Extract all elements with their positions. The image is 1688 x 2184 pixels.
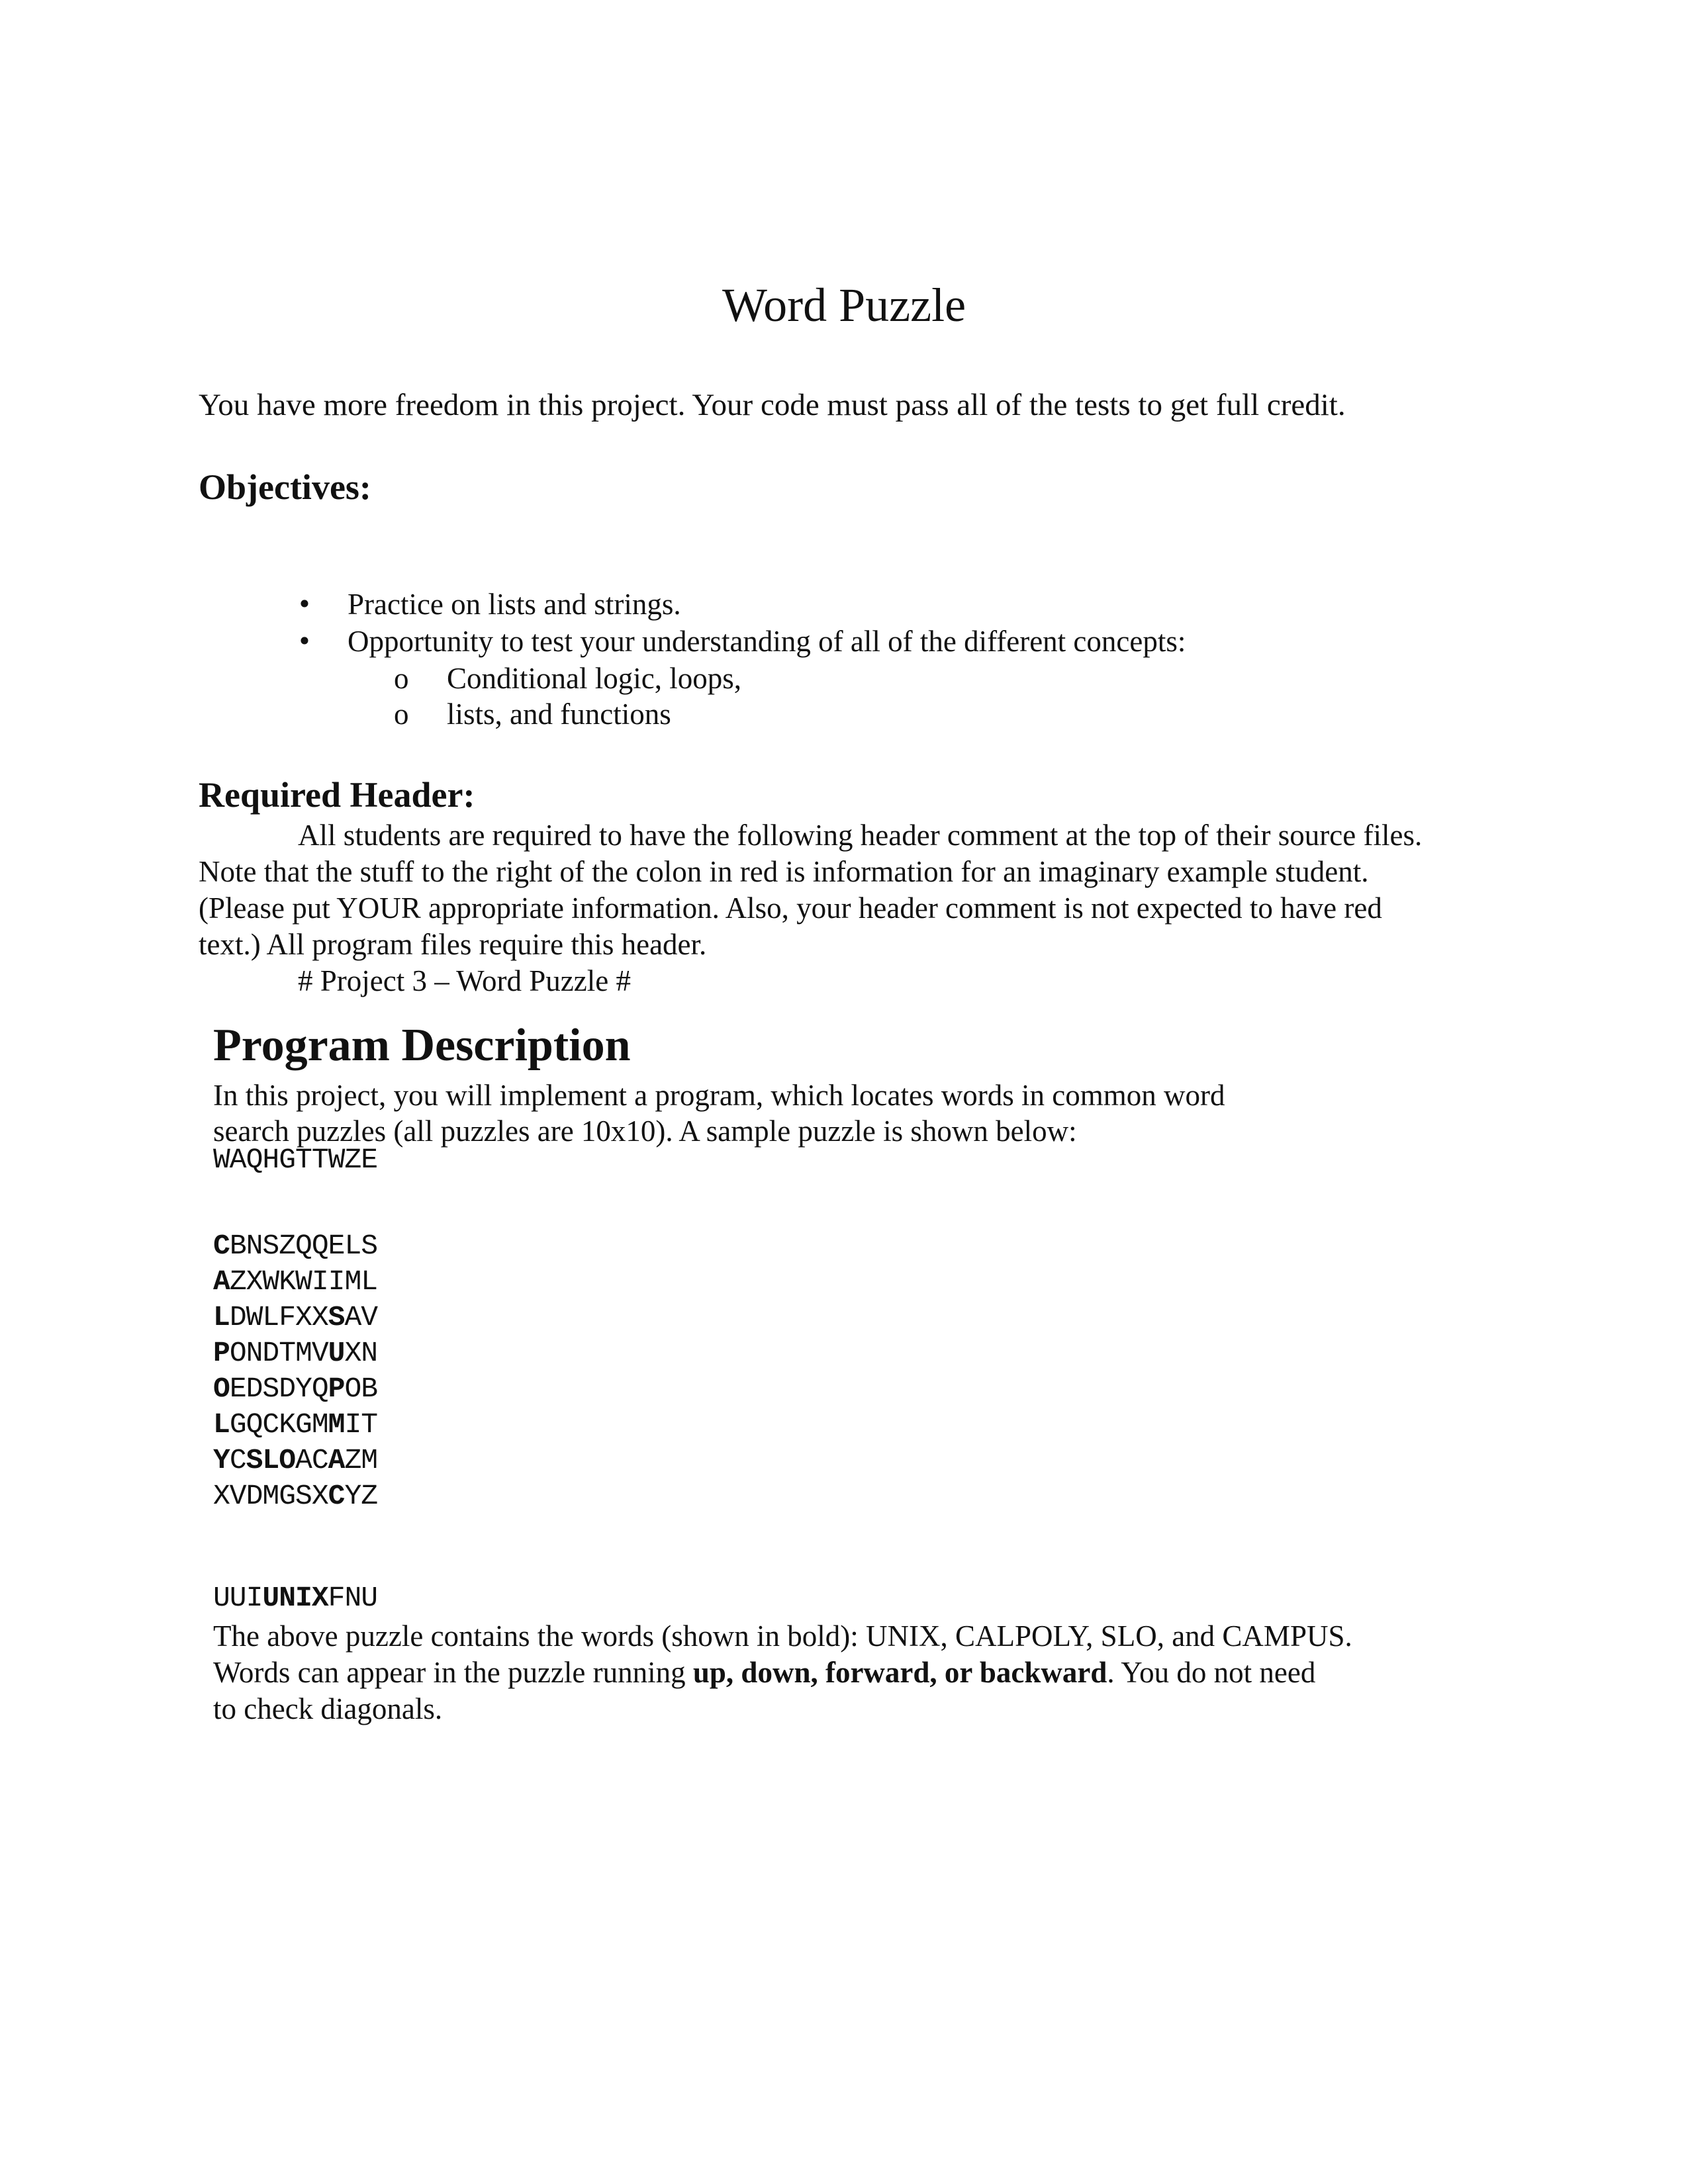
puzzle-row: [213, 1230, 377, 1262]
puzzle-letters-bold: M: [328, 1408, 345, 1441]
puzzle-letters-bold: L: [213, 1301, 230, 1334]
puzzle-letters: GQCKGM: [229, 1408, 328, 1441]
page-title: Word Puzzle: [722, 279, 966, 332]
required-header-heading: Required Header:: [199, 775, 475, 815]
puzzle-letters-bold: P: [213, 1337, 230, 1369]
paragraph-line: (Please put YOUR appropriate information. Also, your header comment is not expected to have red: [199, 891, 1382, 925]
header-comment-example: # Project 3 – Word Puzzle #: [298, 964, 631, 997]
paragraph-line: Note that the stuff to the right of the colon in red is information for an imaginary example student.: [199, 855, 1369, 888]
puzzle-letters: ZXWKWIIML: [229, 1265, 378, 1298]
sub-bullet-icon: o: [394, 662, 409, 695]
program-description-paragraph: [213, 1077, 1225, 1149]
puzzle-letters-bold: C: [213, 1230, 230, 1262]
bullet-icon: •: [297, 590, 312, 619]
puzzle-row: [213, 1265, 377, 1298]
paragraph-line: [213, 1655, 1352, 1691]
puzzle-row: [213, 1144, 377, 1176]
puzzle-letters: AC: [295, 1444, 328, 1477]
objectives-heading: Objectives:: [199, 467, 371, 507]
puzzle-row: [213, 1408, 377, 1441]
puzzle-letters: WAQHGTTWZE: [213, 1144, 378, 1176]
puzzle-letters: ZM: [344, 1444, 378, 1477]
program-description-heading: Program Description: [213, 1020, 631, 1071]
puzzle-letters: FNU: [328, 1582, 378, 1614]
puzzle-letters-bold: P: [328, 1373, 345, 1405]
text-segment: . You do not need: [1107, 1656, 1316, 1689]
puzzle-letters: C: [229, 1444, 246, 1477]
puzzle-letters-bold: A: [328, 1444, 345, 1477]
puzzle-row: [213, 1301, 377, 1334]
puzzle-letters: DWLFXX: [229, 1301, 328, 1334]
puzzle-letters: ONDTMV: [229, 1337, 328, 1369]
closing-paragraph: [213, 1618, 1352, 1727]
puzzle-letters: EDSDYQ: [229, 1373, 328, 1405]
puzzle-letters-bold: L: [213, 1408, 230, 1441]
puzzle-letters: XVDMGSX: [213, 1480, 328, 1512]
paragraph-line: search puzzles (all puzzles are 10x10). A sample puzzle is shown below:: [213, 1115, 1077, 1148]
sub-bullet-text: Conditional logic, loops,: [447, 662, 741, 695]
intro-paragraph: You have more freedom in this project. Your code must pass all of the tests to get full credit.: [199, 388, 1346, 422]
puzzle-letters-bold: SLO: [246, 1444, 296, 1477]
paragraph-line: All students are required to have the following header comment at the top of their source files.: [298, 819, 1423, 852]
bullet-icon: •: [297, 627, 312, 656]
puzzle-row: [213, 1582, 377, 1614]
bullet-text: Practice on lists and strings.: [348, 588, 681, 621]
bullet-text: Opportunity to test your understanding of all of the different concepts:: [348, 625, 1186, 658]
paragraph-line: The above puzzle contains the words (shown in bold): UNIX, CALPOLY, SLO, and CAMPUS.: [213, 1619, 1352, 1653]
puzzle-letters-bold: O: [213, 1373, 230, 1405]
bold-directions: up, down, forward, or backward: [692, 1656, 1107, 1689]
puzzle-letters-bold: S: [328, 1301, 345, 1334]
puzzle-letters-bold: C: [328, 1480, 345, 1512]
puzzle-letters: OB: [344, 1373, 378, 1405]
puzzle-letters: XN: [344, 1337, 378, 1369]
puzzle-letters: AV: [344, 1301, 378, 1334]
puzzle-row: [213, 1337, 377, 1369]
puzzle-letters: IT: [344, 1408, 378, 1441]
puzzle-letters: YZ: [344, 1480, 378, 1512]
puzzle-row: [213, 1373, 377, 1405]
paragraph-line: text.) All program files require this header.: [199, 928, 707, 961]
puzzle-letters: BNSZQQELS: [229, 1230, 378, 1262]
puzzle-row: [213, 1480, 377, 1512]
puzzle-row: [213, 1444, 377, 1477]
sub-bullet-text: lists, and functions: [447, 698, 671, 731]
text-segment: Words can appear in the puzzle running: [213, 1656, 693, 1689]
puzzle-letters: UUI: [213, 1582, 263, 1614]
paragraph-line: to check diagonals.: [213, 1692, 443, 1725]
puzzle-letters-bold: UNIX: [262, 1582, 328, 1614]
required-header-paragraph: [199, 817, 1509, 999]
puzzle-letters-bold: Y: [213, 1444, 230, 1477]
sub-bullet-icon: o: [394, 698, 409, 731]
puzzle-letters-bold: U: [328, 1337, 345, 1369]
paragraph-line: In this project, you will implement a program, which locates words in common word: [213, 1079, 1225, 1112]
puzzle-letters-bold: A: [213, 1265, 230, 1298]
